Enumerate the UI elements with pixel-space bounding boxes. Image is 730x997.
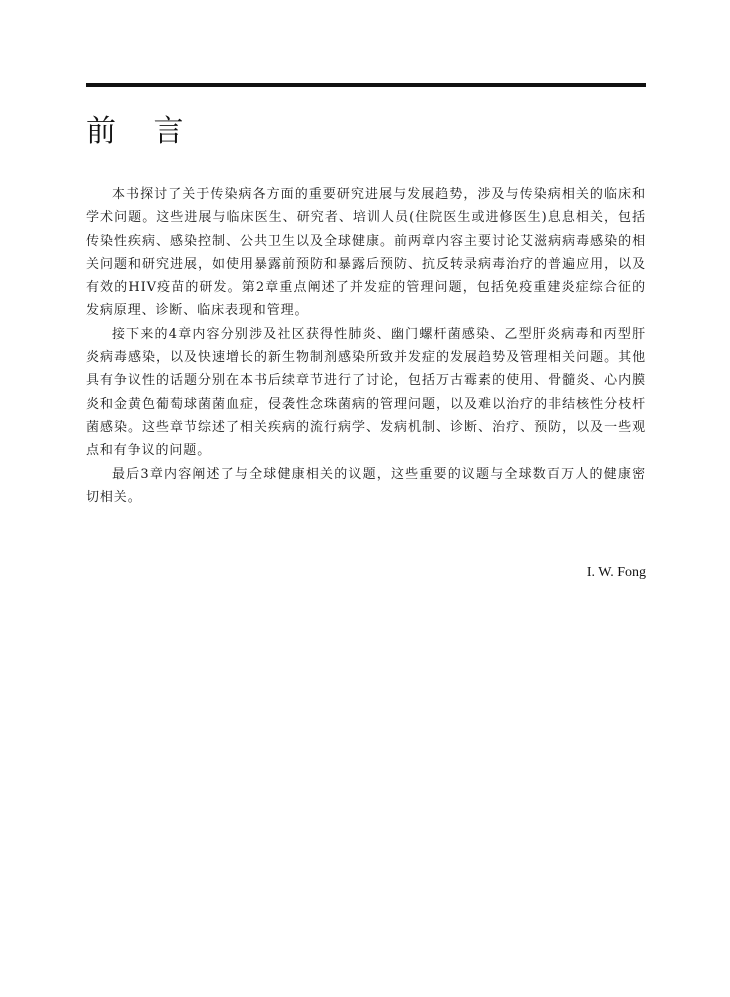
top-rule xyxy=(86,83,646,87)
page-title: 前 言 xyxy=(86,114,198,149)
paragraph: 本书探讨了关于传染病各方面的重要研究进展与发展趋势，涉及与传染病相关的临床和学术问题。这些进展与临床医生、研究者、培训人员(住院医生或进修医生)息息相关，包括传染性疾病、感染控制、公共卫生以及全球健康。前两章内容主要讨论艾滋病病毒感染的相关问题和研究进展，如使用暴露前预防和暴露后预防、抗反转录病毒治疗的普遍应用，以及有效的HIV疫苗的研发。第2章重点阐述了并发症的管理问题，包括免疫重建炎症综合征的发病原理、诊断、临床表现和管理。 xyxy=(86,187,646,319)
preface-body xyxy=(86,183,646,509)
paragraph: 最后3章内容阐述了与全球健康相关的议题，这些重要的议题与全球数百万人的健康密切相关。 xyxy=(86,466,646,505)
author-signature: I. W. Fong xyxy=(586,565,646,580)
paragraph: 接下来的4章内容分别涉及社区获得性肺炎、幽门螺杆菌感染、乙型肝炎病毒和丙型肝炎病毒感染，以及快速增长的新生物制剂感染所致并发症的发展趋势及管理相关问题。其他具有争议性的话题分别在本书后续章节进行了讨论，包括万古霉素的使用、骨髓炎、心内膜炎和金黄色葡萄球菌菌血症，侵袭性念珠菌病的管理问题，以及难以治疗的非结核性分枝杆菌感染。这些章节综述了相关疾病的流行病学、发病机制、诊断、治疗、预防，以及一些观点和有争议的问题。 xyxy=(86,326,646,459)
